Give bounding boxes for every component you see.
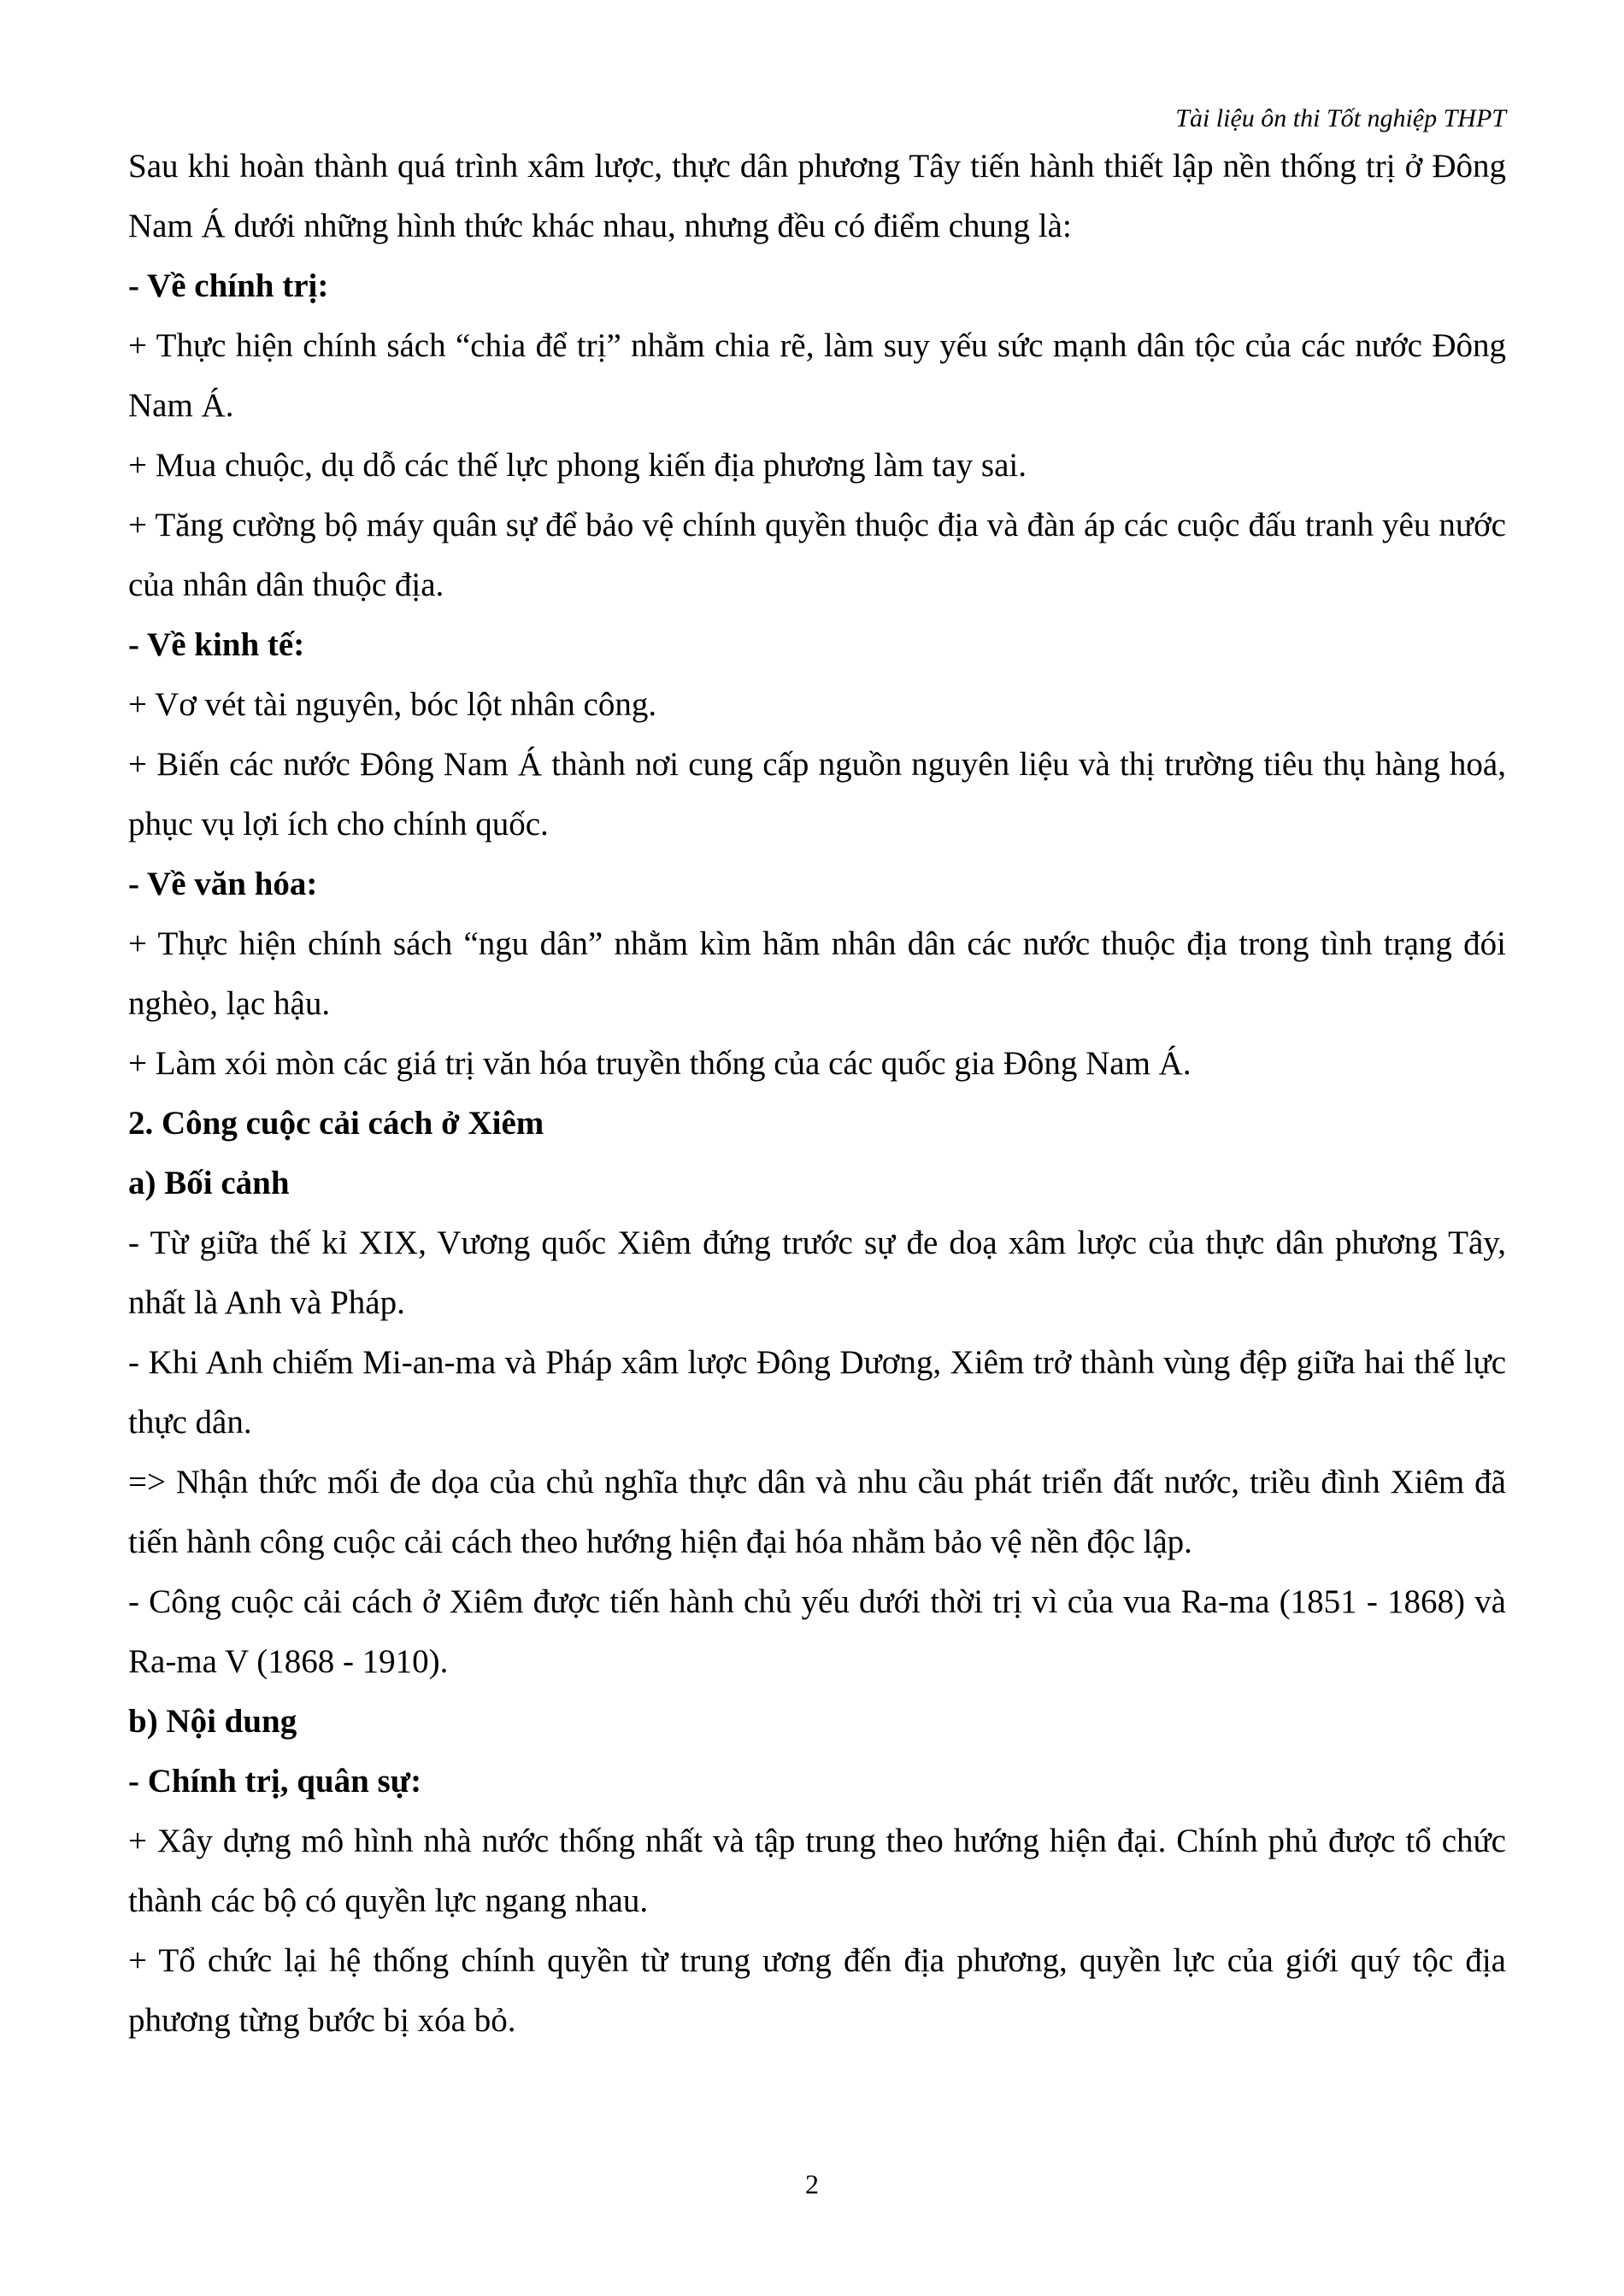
context-point-1: - Từ giữa thế kỉ XIX, Vương quốc Xiêm đứng trước sự đe doạ xâm lược của thực dân phương Tây, nhất là Anh và Pháp. (128, 1224, 1506, 1321)
economy-point-2: + Biến các nước Đông Nam Á thành nơi cung cấp nguồn nguyên liệu và thị trường tiêu thụ hàng hoá, phục vụ lợi ích cho chính quốc. (128, 746, 1506, 843)
reform-point-1: + Xây dựng mô hình nhà nước thống nhất và tập trung theo hướng hiện đại. Chính phủ được tổ chức thành các bộ có quyền lực ngang nhau. (128, 1823, 1506, 1919)
culture-point-2: + Làm xói mòn các giá trị văn hóa truyền thống của các quốc gia Đông Nam Á. (128, 1045, 1192, 1082)
page-number: 2 (805, 2169, 819, 2199)
context-conclusion: => Nhận thức mối đe dọa của chủ nghĩa thực dân và nhu cầu phát triển đất nước, triều đình Xiêm đã tiến hành công cuộc cải cách theo hướng hiện đại hóa nhằm bảo vệ nền độc lập. (128, 1464, 1506, 1560)
intro-paragraph: Sau khi hoàn thành quá trình xâm lược, thực dân phương Tây tiến hành thiết lập nền thống trị ở Đông Nam Á dưới những hình thức khác nhau, nhưng đều có điểm chung là: (128, 148, 1506, 244)
section-heading-siam-reform: 2. Công cuộc cải cách ở Xiêm (128, 1105, 544, 1142)
heading-culture: - Về văn hóa: (128, 866, 318, 902)
context-point-3: - Công cuộc cải cách ở Xiêm được tiến hành chủ yếu dưới thời trị vì của vua Ra-ma (1851 - 1868) và Ra-ma V (1868 - 1910). (128, 1583, 1506, 1680)
politics-point-2: + Mua chuộc, dụ dỗ các thế lực phong kiến địa phương làm tay sai. (128, 447, 1027, 484)
economy-point-1: + Vơ vét tài nguyên, bóc lột nhân công. (128, 686, 657, 723)
header-note: Tài liệu ôn thi Tốt nghiệp THPT (1175, 104, 1506, 132)
heading-economy: - Về kinh tế: (128, 626, 305, 663)
culture-point-1: + Thực hiện chính sách “ngu dân” nhằm kìm hãm nhân dân các nước thuộc địa trong tình trạng đói nghèo, lạc hậu. (128, 925, 1506, 1022)
heading-politics: - Về chính trị: (128, 267, 329, 304)
politics-point-1: + Thực hiện chính sách “chia để trị” nhằm chia rẽ, làm suy yếu sức mạnh dân tộc của các nước Đông Nam Á. (128, 327, 1506, 424)
reform-point-2: + Tổ chức lại hệ thống chính quyền từ trung ương đến địa phương, quyền lực của giới quý tộc địa phương từng bước bị xóa bỏ. (128, 1942, 1506, 2039)
subheading-context: a) Bối cảnh (128, 1165, 290, 1201)
document-body (128, 137, 1506, 2051)
context-point-2: - Khi Anh chiếm Mi-an-ma và Pháp xâm lược Đông Dương, Xiêm trở thành vùng đệp giữa hai thế lực thực dân. (128, 1344, 1506, 1441)
heading-politics-military: - Chính trị, quân sự: (128, 1763, 422, 1800)
politics-point-3: + Tăng cường bộ máy quân sự để bảo vệ chính quyền thuộc địa và đàn áp các cuộc đấu tranh yêu nước của nhân dân thuộc địa. (128, 507, 1506, 603)
subheading-content: b) Nội dung (128, 1703, 297, 1740)
